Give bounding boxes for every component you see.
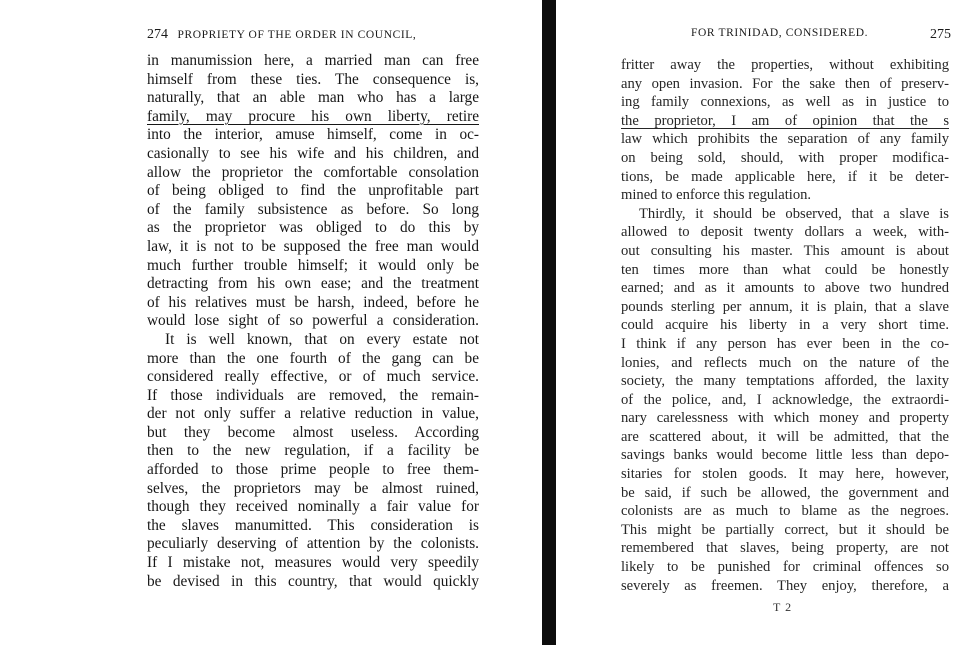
text-line: ten times more than what could be honestly <box>621 261 949 278</box>
text-line: peculiarly deserving of attention by the colonists. <box>147 535 479 553</box>
text-line: pounds sterling per annum, it is plain, that a slave <box>621 298 949 315</box>
text-line: mined to enforce this regulation. <box>621 187 812 204</box>
text-line: of the police, and, I acknowledge, the extraordi- <box>621 391 949 408</box>
text-line: colonists are as much to blame as the negroes. <box>621 503 949 520</box>
text-line: out consulting his master. This amount is about <box>621 242 949 259</box>
text-line: lonies, and reflects much on the nature of the <box>621 354 949 371</box>
text-line: It is well known, that on every estate not <box>165 330 479 348</box>
left-page-number: 274 <box>147 27 168 42</box>
text-line: the proprietor, I am of opinion that the s <box>621 112 949 129</box>
text-line: allowed to deposit twenty dollars a week, with- <box>621 224 949 241</box>
text-line: sitaries for stolen goods. It may here, however, <box>621 466 949 483</box>
text-line: though they received nominally a fair value for <box>147 498 479 516</box>
text-line: earned; and as it amounts to above two hundred <box>621 280 949 297</box>
left-running-header <box>147 27 479 43</box>
text-line: be said, if such be allowed, the government and <box>621 484 949 501</box>
right-running-head: FOR TRINIDAD, CONSIDERED. <box>691 27 869 39</box>
text-line: be devised in this country, that would quickly <box>147 572 479 590</box>
text-line: of being obliged to find the unprofitable part <box>147 182 479 200</box>
text-line: himself from these ties. The consequence is, <box>147 70 479 88</box>
text-line: tions, be made applicable here, if it be deter- <box>621 168 949 185</box>
text-line: severely as freemen. They enjoy, therefore, a <box>621 577 949 594</box>
text-line: afforded to those prime people to free them- <box>147 461 479 479</box>
text-line: as the proprietor was obliged to do this by <box>147 219 479 237</box>
text-line: in manumission here, a married man can free <box>147 52 479 69</box>
right-body-text <box>621 56 949 595</box>
text-line: This might be partially correct, but it should be <box>621 521 949 538</box>
text-line: If those individuals are removed, the remain- <box>147 386 479 404</box>
text-line: law, it is not to be supposed the free man would <box>147 237 479 255</box>
text-line: much further trouble himself; it would only be <box>147 256 479 274</box>
right-page <box>556 0 980 645</box>
text-line: naturally, that an able man who has a large <box>147 89 479 107</box>
text-line: of his relatives must be harsh, indeed, before he <box>147 293 479 311</box>
text-line: casionally to see his wife and his children, and <box>147 144 479 162</box>
text-line: society, the many temptations afforded, the laxity <box>621 373 949 390</box>
book-gutter <box>542 0 556 645</box>
text-line: likely to be punished for criminal offences so <box>621 559 949 576</box>
text-line: are scattered about, it will be admitted, that the <box>621 428 949 445</box>
text-line: selves, the proprietors may be almost ruined, <box>147 479 479 497</box>
text-line: law which prohibits the separation of any family <box>621 131 949 148</box>
text-line: family, may procure his own liberty, retire <box>147 107 479 125</box>
text-line: ing family connexions, as well as in justice to <box>621 94 949 111</box>
text-line: the slaves manumitted. This consideration is <box>147 516 479 534</box>
text-line: into the interior, amuse himself, come in oc- <box>147 126 479 144</box>
signature-mark: T 2 <box>773 600 793 614</box>
text-line: remembered that slaves, being property, are not <box>621 540 949 557</box>
text-line: Thirdly, it should be observed, that a slave is <box>639 205 949 222</box>
right-running-header <box>691 27 951 42</box>
text-line: on being sold, should, with proper modifica- <box>621 149 949 166</box>
right-page-number: 275 <box>930 27 951 42</box>
text-line: I think if any person has ever been in the co- <box>621 335 949 352</box>
text-line: If I mistake not, measures would very speedily <box>147 554 479 572</box>
text-line: any open invasion. For the sake then of preserv- <box>621 75 949 92</box>
text-line: detracting from his own ease; and the treatment <box>147 275 479 293</box>
text-line: of the family subsistence as before. So long <box>147 200 479 218</box>
text-line: more than the one fourth of the gang can be <box>147 349 479 367</box>
text-line: fritter away the properties, without exhibiting <box>621 57 949 73</box>
text-line: nary carelessness with which money and property <box>621 410 949 427</box>
text-line: but they become almost useless. According <box>147 423 479 441</box>
text-line: savings banks would become little less than depo- <box>621 447 949 464</box>
left-running-head: PROPRIETY OF THE ORDER IN COUNCIL, <box>177 29 417 41</box>
text-line: could acquire his liberty in a very short time. <box>621 317 949 334</box>
text-line: allow the proprietor the comfortable consolation <box>147 163 479 181</box>
text-line: der not only suffer a relative reduction in value, <box>147 405 479 423</box>
text-line: would lose sight of so powerful a consideration. <box>147 312 479 330</box>
text-line: considered really effective, or of much service. <box>147 368 479 386</box>
left-body-text <box>147 52 479 591</box>
text-line: then to the new regulation, if a facility be <box>147 442 479 460</box>
